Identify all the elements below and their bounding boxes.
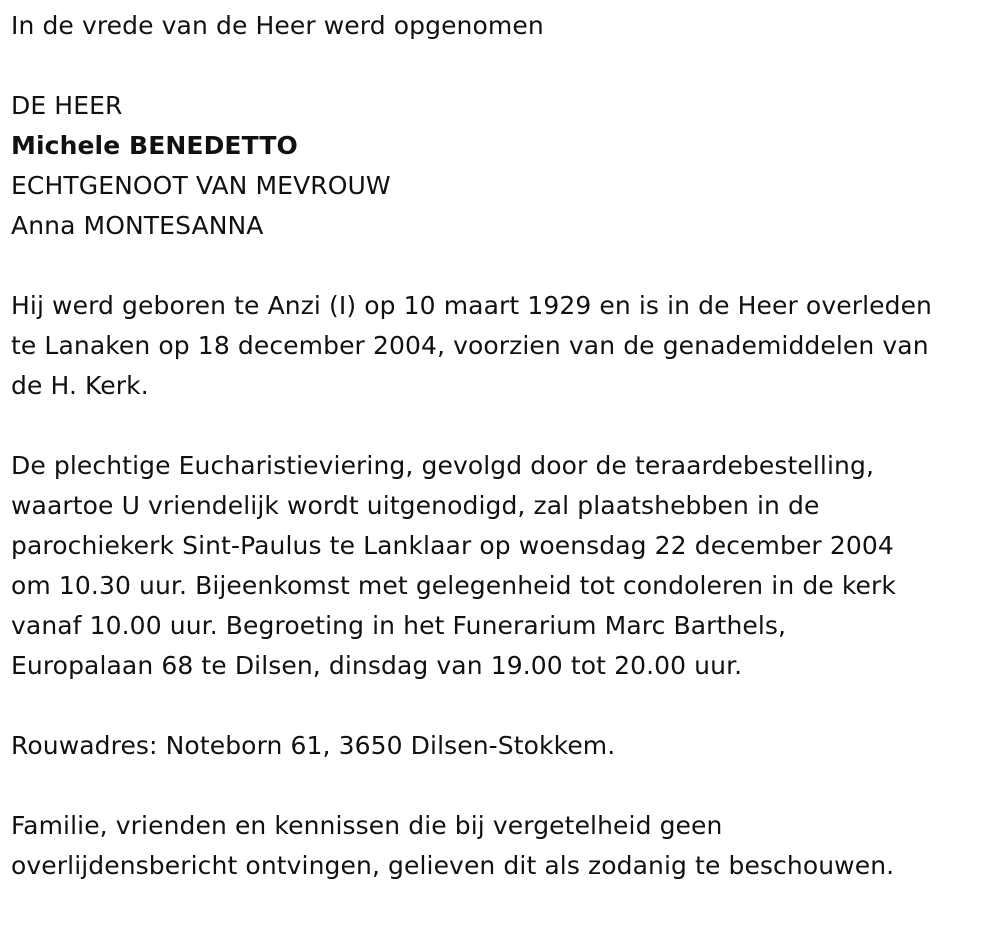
paragraph-line: waartoe U vriendelijk wordt uitgenodigd, zal plaatshebben in de [11, 491, 820, 520]
paragraph-line: Europalaan 68 te Dilsen, dinsdag van 19.00 tot 20.00 uur. [11, 651, 743, 680]
deceased-name: Michele BENEDETTO [11, 131, 298, 160]
spacer [11, 46, 991, 86]
birth-death-paragraph [11, 286, 991, 406]
paragraph-line: vanaf 10.00 uur. Begroeting in het Funerarium Marc Barthels, [11, 611, 787, 640]
paragraph-line: de H. Kerk. [11, 371, 149, 400]
paragraph-line: parochiekerk Sint-Paulus te Lanklaar op woensdag 22 december 2004 [11, 531, 894, 560]
death-notice [11, 6, 991, 886]
paragraph-line: om 10.30 uur. Bijeenkomst met gelegenheid tot condoleren in de kerk [11, 571, 896, 600]
paragraph-line: overlijdensbericht ontvingen, gelieven dit als zodanig te beschouwen. [11, 851, 895, 880]
spacer [11, 406, 991, 446]
spacer [11, 246, 991, 286]
spacer [11, 686, 991, 726]
paragraph-line: Hij werd geboren te Anzi (I) op 10 maart 1929 en is in de Heer overleden [11, 291, 932, 320]
funeral-service-paragraph [11, 446, 991, 686]
closing-paragraph [11, 806, 991, 886]
intro-text: In de vrede van de Heer werd opgenomen [11, 11, 544, 40]
honorific-title: DE HEER [11, 91, 123, 120]
mourning-address: Rouwadres: Noteborn 61, 3650 Dilsen-Stokkem. [11, 731, 616, 760]
spouse-label: ECHTGENOOT VAN MEVROUW [11, 171, 391, 200]
paragraph-line: De plechtige Eucharistieviering, gevolgd door de teraardebestelling, [11, 451, 874, 480]
spouse-name: Anna MONTESANNA [11, 211, 264, 240]
paragraph-line: Familie, vrienden en kennissen die bij vergetelheid geen [11, 811, 723, 840]
paragraph-line: te Lanaken op 18 december 2004, voorzien van de genademiddelen van [11, 331, 929, 360]
spacer [11, 766, 991, 806]
